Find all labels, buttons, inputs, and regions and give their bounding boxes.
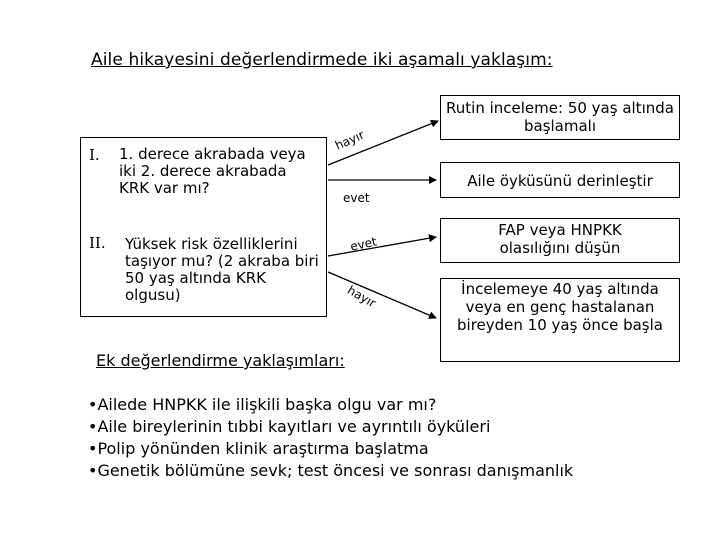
list-item: •Aile bireylerinin tıbbi kayıtları ve ayrıntılı öyküleri bbox=[88, 417, 491, 436]
label-q2-yes: evet bbox=[349, 234, 378, 254]
list-item: •Ailede HNPKK ile ilişkili başka olgu var mı? bbox=[88, 395, 437, 414]
label-q1-no: hayır bbox=[333, 127, 367, 153]
result-fap-box bbox=[440, 218, 680, 263]
question-2-text: Yüksek risk özelliklerini taşıyor mu? (2 akraba biri 50 yaş altında KRK olgusu) bbox=[125, 235, 319, 304]
page-title: Aile hikayesini değerlendirmede iki aşamalı yaklaşım: bbox=[91, 50, 553, 70]
arrow-q2-yes bbox=[328, 237, 436, 256]
question-2-numeral: II. bbox=[89, 234, 106, 252]
result-screening-box bbox=[440, 278, 680, 362]
label-q2-no: hayır bbox=[345, 283, 379, 311]
result-family-text: Aile öyküsünü derinleştir bbox=[467, 172, 653, 190]
bullet-icon: • bbox=[88, 417, 98, 436]
label-q1-yes: evet bbox=[343, 191, 370, 205]
additional-heading: Ek değerlendirme yaklaşımları: bbox=[96, 351, 345, 370]
result-fap-text: FAP veya HNPKK olasılığını düşün bbox=[498, 221, 622, 257]
bullet-icon: • bbox=[88, 461, 98, 480]
result-routine-box bbox=[440, 95, 680, 140]
bullet-list bbox=[88, 394, 573, 482]
question-1-text: 1. derece akrabada veya iki 2. derece akrabada KRK var mı? bbox=[119, 145, 306, 197]
list-item: •Polip yönünden klinik araştırma başlatma bbox=[88, 439, 429, 458]
result-screening-text: İncelemeye 40 yaş altında veya en genç hastalanan bireyden 10 yaş önce başla bbox=[457, 280, 663, 334]
list-item: •Genetik bölümüne sevk; test öncesi ve sonrası danışmanlık bbox=[88, 461, 574, 480]
bullet-icon: • bbox=[88, 395, 98, 414]
result-routine-text: Rutin inceleme: 50 yaş altında başlamalı bbox=[446, 99, 674, 135]
bullet-icon: • bbox=[88, 439, 98, 458]
question-1-numeral: I. bbox=[89, 146, 100, 164]
result-family-box bbox=[440, 162, 680, 198]
